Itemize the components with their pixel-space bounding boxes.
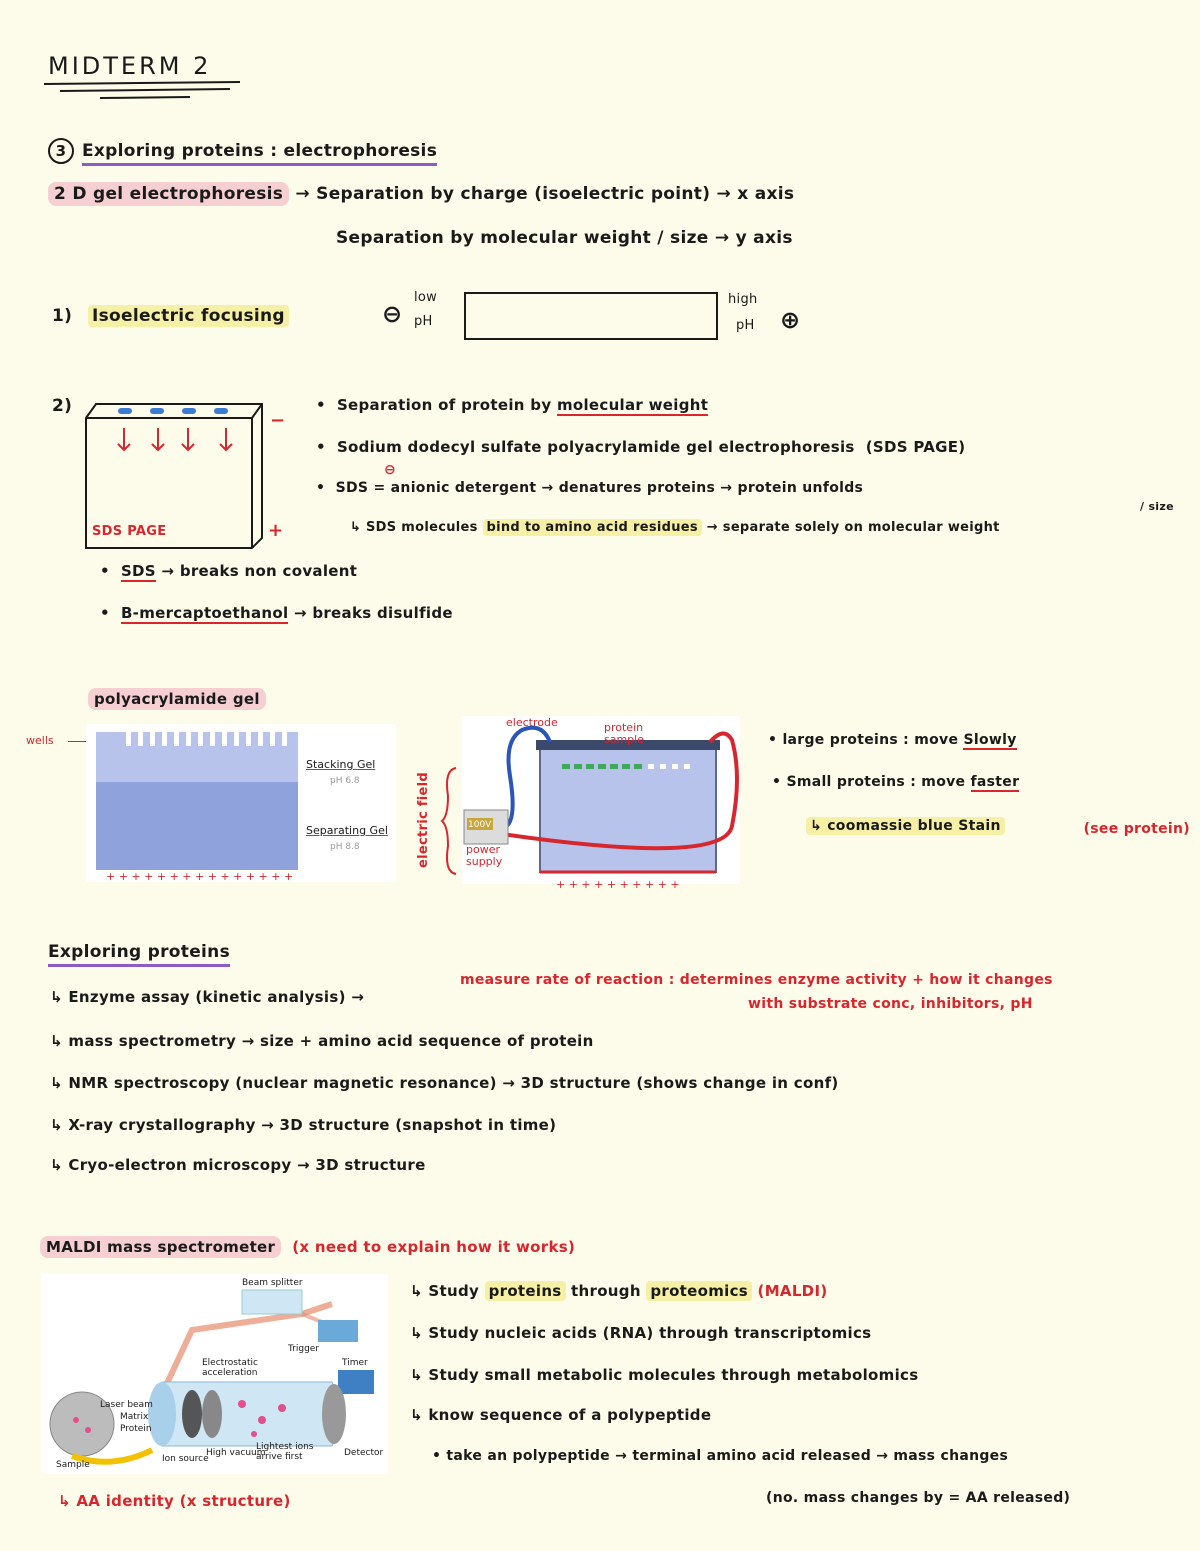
- laser-beam-label: Laser beam: [100, 1400, 153, 1410]
- stain-note: (see protein): [1083, 821, 1190, 837]
- step2-num: 2): [52, 396, 73, 416]
- page-title: MIDTERM 2: [48, 52, 212, 80]
- twod-line: [48, 184, 794, 204]
- bullet1: • Separation of protein by molecular weight: [316, 396, 709, 414]
- maldi-item-0-post: (MALDI): [752, 1282, 828, 1300]
- power-supply-label: power supply: [466, 843, 503, 868]
- apparatus-plus-row: + + + + + + + + + +: [556, 878, 680, 891]
- large-hl: Slowly: [963, 732, 1017, 748]
- sds-page-label: SDS PAGE: [92, 524, 167, 539]
- maldi-item-0-mid: through: [565, 1282, 647, 1300]
- lightest-ions-label: Lightest ions arrive first: [256, 1442, 314, 1462]
- voltage-display: 100V: [468, 820, 492, 830]
- maldi-note: (x need to explain how it works): [292, 1238, 576, 1256]
- section3-title: Exploring proteins : electrophoresis: [82, 141, 437, 166]
- exploring-item-3: ↳ X-ray crystallography → 3D structure (snapshot in time): [50, 1116, 557, 1134]
- step1-label-text: Isoelectric focusing: [88, 305, 289, 327]
- plus-icon: ⊕: [780, 306, 801, 334]
- separating-label: Separating Gel: [306, 824, 388, 837]
- exploring-item-1: ↳ mass spectrometry → size + amino acid sequence of protein: [50, 1032, 594, 1050]
- maldi-item-0-hl2: proteomics: [646, 1281, 752, 1301]
- enzyme-note: measure rate of reaction : determines enzyme activity + how it changes: [460, 972, 1053, 988]
- maldi-item-3: ↳ know sequence of a polypeptide: [410, 1406, 712, 1424]
- ph-right-label: pH: [736, 318, 755, 333]
- bullet3-text: SDS = anionic detergent → denatures proteins → protein unfolds: [335, 480, 864, 496]
- title-underline: [40, 78, 250, 104]
- matrix-label: Matrix: [120, 1412, 149, 1422]
- electric-field-brace: [440, 766, 460, 876]
- low-label: low: [414, 290, 438, 305]
- acceleration-label: Electrostatic acceleration: [202, 1358, 258, 1378]
- exploring-item-4: ↳ Cryo-electron microscopy → 3D structure: [50, 1156, 426, 1174]
- protein-sample-label: protein sample: [604, 721, 644, 746]
- enzyme-note2: with substrate conc, inhibitors, pH: [748, 996, 1033, 1012]
- protein-label: Protein: [120, 1424, 152, 1434]
- exploring-heading-text: Exploring proteins: [48, 942, 230, 967]
- section-number: 3: [48, 138, 74, 164]
- gel-plus: +: [268, 520, 284, 541]
- bullet2-abbr: (SDS PAGE): [865, 438, 966, 456]
- gel-figure-svg: [86, 724, 396, 882]
- sub2-post: → breaks disulfide: [288, 604, 453, 622]
- beam-splitter-label: Beam splitter: [242, 1278, 303, 1288]
- trigger-label: Trigger: [288, 1344, 320, 1354]
- bullet3-sub-pre: ↳ SDS molecules: [350, 520, 483, 535]
- maldi-item-0: [410, 1282, 827, 1300]
- detector-label: Detector: [344, 1448, 384, 1458]
- bullet3-sub-post: → separate solely on molecular weight: [701, 520, 1000, 535]
- electric-field-label: electric field: [416, 772, 431, 868]
- maldi-item-1: ↳ Study nucleic acids (RNA) through transcriptomics: [410, 1324, 872, 1342]
- stain-line: [806, 818, 1005, 834]
- large-text: large proteins : move: [782, 732, 964, 748]
- sample-label: Sample: [56, 1460, 90, 1470]
- sub1-pre: SDS: [120, 562, 156, 580]
- step1-label: [88, 306, 289, 326]
- exploring-item-2: ↳ NMR spectroscopy (nuclear magnetic resonance) → 3D structure (shows change in conf): [50, 1074, 839, 1092]
- exploring-item-0: ↳ Enzyme assay (kinetic analysis) →: [50, 988, 365, 1006]
- twod-line1: → Separation by charge (isoelectric point) → x axis: [295, 184, 795, 204]
- step1-num: 1): [52, 306, 73, 326]
- bullet3: • SDS = anionic detergent → denatures proteins → protein unfolds: [316, 480, 864, 496]
- bullet3-sub: [350, 520, 1000, 535]
- maldi-figure: [42, 1274, 388, 1474]
- sub2-pre: B-mercaptoethanol: [120, 604, 289, 622]
- exploring-heading: [48, 942, 230, 962]
- maldi-final-note: (no. mass changes by = AA released): [766, 1490, 1071, 1506]
- small-proteins: • Small proteins : move faster: [772, 774, 1020, 790]
- timer-label: Timer: [342, 1358, 368, 1368]
- section3-heading: [48, 138, 437, 164]
- high-label: high: [728, 292, 758, 307]
- ief-strip: [464, 292, 718, 340]
- electrode-label: electrode: [506, 716, 558, 729]
- small-text: Small proteins : move: [786, 774, 971, 790]
- anion-minus-icon: ⊖: [384, 462, 396, 478]
- high-vacuum-label: High vacuum: [206, 1448, 266, 1458]
- sub1-post: → breaks non covalent: [155, 562, 358, 580]
- large-proteins: • large proteins : move Slowly: [768, 732, 1017, 748]
- twod-label: 2 D gel electrophoresis: [48, 182, 289, 206]
- maldi-item-0-pre: ↳ Study: [410, 1282, 485, 1300]
- stain-text: ↳ coomassie blue Stain: [806, 817, 1005, 835]
- ion-source-label: Ion source: [162, 1454, 209, 1464]
- bullet2: • Sodium dodecyl sulfate polyacrylamide gel electrophoresis (SDS PAGE): [316, 438, 966, 456]
- maldi-item-4: • take an polypeptide → terminal amino acid released → mass changes: [432, 1448, 1009, 1464]
- gel-figure: [86, 724, 396, 882]
- small-hl: faster: [970, 774, 1020, 790]
- maldi-item-2: ↳ Study small metabolic molecules through metabolomics: [410, 1366, 919, 1384]
- bullet1-text: Separation of protein by: [336, 396, 557, 414]
- wells-label: wells: [26, 734, 54, 747]
- maldi-caption: ↳ AA identity (x structure): [58, 1492, 291, 1510]
- bullet3-sub-hl: bind to amino acid residues: [483, 519, 702, 536]
- ph-left-label: pH: [414, 314, 433, 329]
- gel-plus-row: + + + + + + + + + + + + + + +: [106, 870, 294, 883]
- maldi-item-0-hl: proteins: [485, 1281, 566, 1301]
- gel-minus: −: [270, 410, 286, 431]
- twod-line2: Separation by molecular weight / size → y axis: [336, 228, 793, 248]
- stacking-label: Stacking Gel: [306, 758, 376, 771]
- maldi-heading: [40, 1238, 575, 1256]
- sub2: • B-mercaptoethanol → breaks disulfide: [100, 604, 453, 622]
- separating-ph: pH 8.8: [330, 842, 360, 852]
- stacking-ph: pH 6.8: [330, 776, 360, 786]
- sub1: • SDS → breaks non covalent: [100, 562, 358, 580]
- bullet1-hl: molecular weight: [556, 396, 709, 414]
- bullet2-text: Sodium dodecyl sulfate polyacrylamide gel electrophoresis: [336, 438, 855, 456]
- apparatus-figure: [462, 716, 740, 884]
- polyacrylamide-label: [88, 690, 266, 708]
- minus-icon: ⊖: [382, 300, 403, 328]
- maldi-label: MALDI mass spectrometer: [40, 1236, 281, 1258]
- polyacrylamide-label-text: polyacrylamide gel: [88, 688, 266, 710]
- size-note: / size: [1140, 500, 1174, 513]
